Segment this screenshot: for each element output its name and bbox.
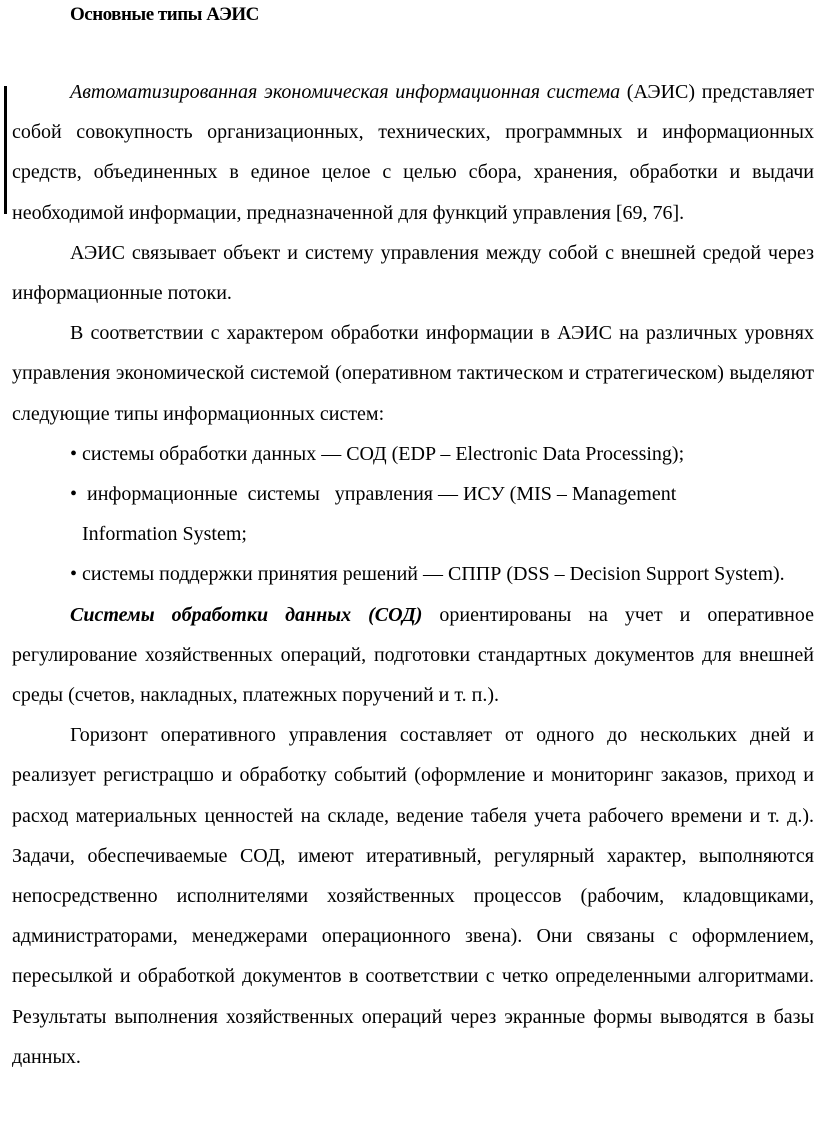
- paragraph-types-intro: В соответствии с характером обработки информации в АЭИС на различных уровнях управления экономической системой (оперативном тактическом и стратегическом) выделяют следующие типы информационных систем:: [12, 322, 814, 425]
- page-title: Основные типы АЭИС: [70, 4, 259, 25]
- paragraph-sod-text: ориентированы на учет и оперативное регулирование хозяйственных операций, подготовки стандартных документов для внешней среды (счетов, накладных, платежных поручений и т. п.).: [12, 603, 814, 707]
- list-item-isu-continuation: Information System;: [82, 523, 247, 546]
- paragraph-definition-text: (АЭИС) представляет собой совокупность организационных, технических, программных и информационных средств, объединенных в единое целое с целью сбора, хранения, обработки и выдачи необходимой информации, предназначенной для функций управления [69, 76].: [12, 81, 814, 224]
- list-item-isu: • информационные системы управления — ИСУ (MIS – Management: [70, 483, 677, 506]
- paragraph-definition: [12, 72, 814, 233]
- document-body: [12, 72, 814, 1077]
- term-sod: Системы обработки данных (СОД): [70, 603, 423, 626]
- list-item-sppr: • системы поддержки принятия решений — СППР (DSS – Decision Support System).: [70, 563, 785, 586]
- paragraph-sod: [12, 595, 814, 716]
- paragraph-horizon: Горизонт оперативного управления составляет от одного до нескольких дней и реализует регистрацшо и обработку событий (оформление и мониторинг заказов, приход и расход материальных ценностей на складе, ведение табеля учета рабочего времени и т. д.). Задачи, обеспечиваемые СОД, имеют итеративный, регулярный характер, выполняются непосредственно исполнителями хозяйственных процессов (рабочим, кладовщиками, администраторами, менеджерами операционного звена). Они связаны с оформлением, пересылкой и обработкой документов в соответствии с четко определенными алгоритмами. Результаты выполнения хозяйственных операций через экранные формы выводятся в базы данных.: [12, 724, 814, 1068]
- list-item-sod: • системы обработки данных — СОД (EDP – Electronic Data Processing);: [70, 442, 685, 465]
- margin-change-bar: [4, 86, 7, 214]
- term-aeis: Автоматизированная экономическая информационная система: [70, 81, 621, 103]
- paragraph-aeis-link: АЭИС связывает объект и систему управления между собой с внешней средой через информационные потоки.: [12, 241, 814, 305]
